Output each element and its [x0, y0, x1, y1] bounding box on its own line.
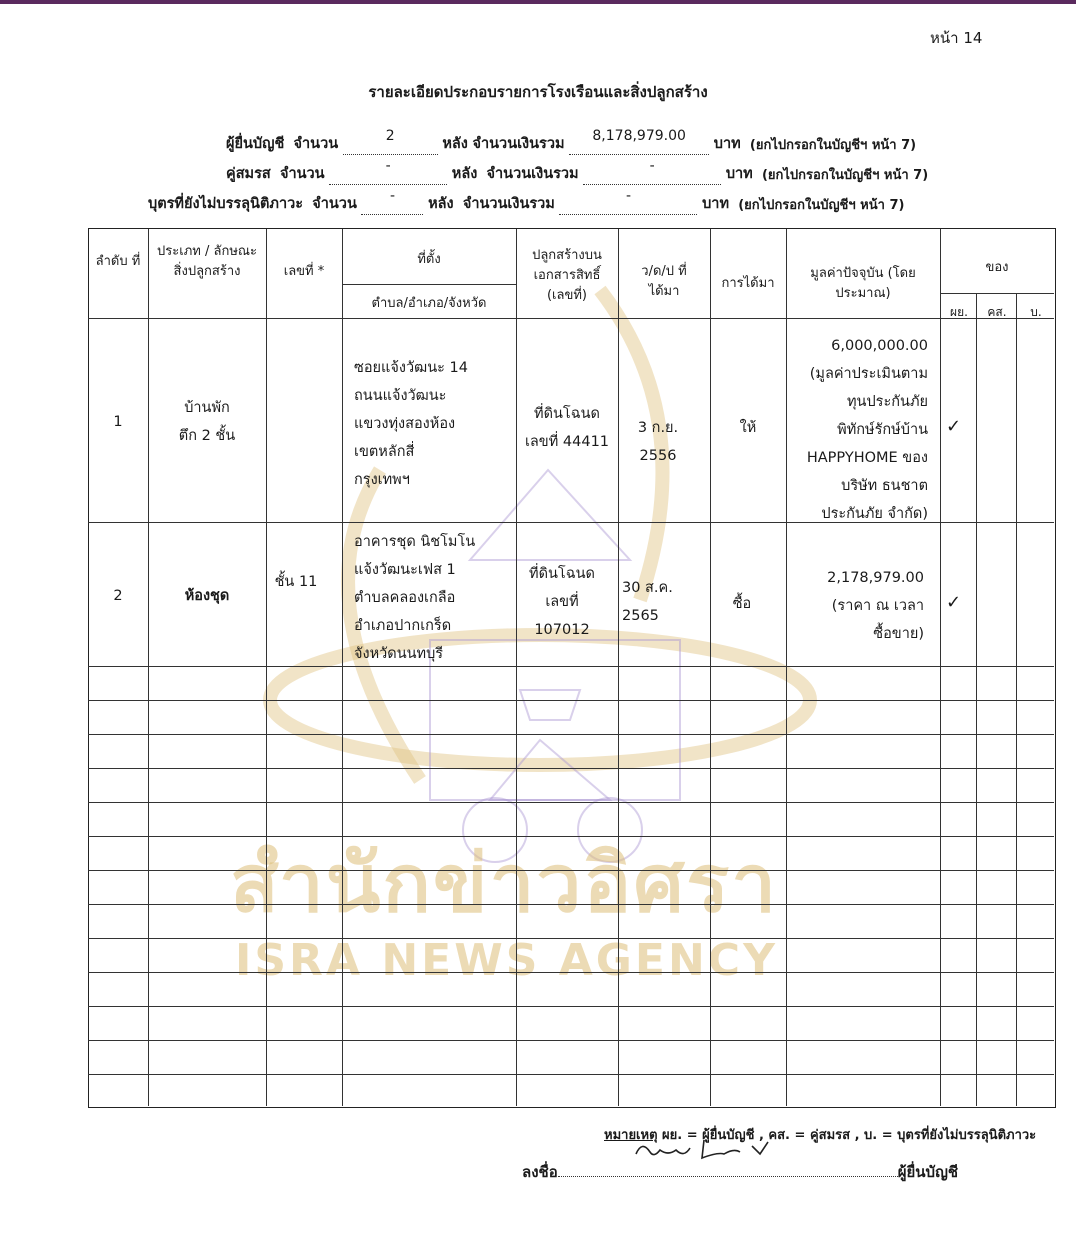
row2-seq: 2 — [113, 588, 123, 604]
signature-label: ลงชื่อ — [522, 1163, 558, 1181]
header-type: ประเภท / ลักษณะ สิ่งปลูกสร้าง — [157, 244, 257, 279]
signature-field — [558, 1162, 898, 1177]
watermark-english: ISRA NEWS AGENCY — [235, 935, 778, 986]
summary-row-spouse — [226, 158, 929, 186]
document-title: รายละเอียดประกอบรายการโรงเรือนและสิ่งปลูกสร้าง — [368, 83, 708, 101]
header-deed: ปลูกสร้างบน เอกสารสิทธิ์ (เลขที่) — [532, 248, 602, 303]
summary-count-label: จำนวน — [293, 136, 339, 152]
top-border — [0, 0, 1076, 4]
summary-count-field: - — [329, 166, 447, 185]
row1-type: บ้านพัก ตึก 2 ชั้น — [178, 400, 236, 444]
summary-label: คู่สมรส — [226, 166, 271, 182]
summary-amount-label: จำนวนเงินรวม — [462, 196, 555, 212]
row1-seq: 1 — [113, 414, 123, 430]
summary-amount-label: จำนวนเงินรวม — [472, 136, 565, 152]
row1-date: 3 ก.ย. 2556 — [637, 420, 679, 464]
summary-unit: หลัง — [428, 196, 454, 212]
summary-note: (ยกไปกรอกในบัญชีฯ หน้า 7) — [761, 168, 929, 183]
header-owner-spouse: คส. — [987, 305, 1007, 319]
row2-date: 30 ส.ค. 2565 — [622, 580, 673, 624]
header-owner: ของ — [985, 260, 1009, 275]
header-acquired: การได้มา — [721, 276, 775, 291]
summary-count-field: - — [361, 196, 423, 215]
watermark-thai: สำนักข่าวอิศรา — [230, 837, 779, 930]
row1-acquired: ให้ — [739, 420, 757, 436]
summary-amount-label: จำนวนเงินรวม — [486, 166, 579, 182]
summary-currency: บาท — [702, 196, 729, 212]
row2-location: อาคารชุด นิชโมโน แจ้งวัฒนะเฟส 1 ตำบลคลองเกลือ อำเภอปากเกร็ด จังหวัดนนทบุรี — [354, 534, 476, 662]
summary-note: (ยกไปกรอกในบัญชีฯ หน้า 7) — [749, 138, 917, 153]
remark-title: หมายเหตุ — [604, 1128, 658, 1143]
row2-owner-check: ✓ — [946, 592, 962, 613]
summary-currency: บาท — [713, 136, 741, 152]
summary-amount-field: - — [559, 196, 697, 215]
remark-text: ผย. = ผู้ยื่นบัญชี , คส. = คู่สมรส , บ. = บุตรที่ยังไม่บรรลุนิติภาวะ — [662, 1128, 1037, 1143]
header-seq: ลำดับ ที่ — [95, 254, 141, 269]
summary-note: (ยกไปกรอกในบัญชีฯ หน้า 7) — [738, 198, 905, 213]
summary-label: ผู้ยื่นบัญชี — [226, 136, 285, 152]
header-location: ที่ตั้ง — [417, 252, 441, 267]
header-number: เลขที่ * — [283, 264, 325, 279]
summary-count-label: จำนวน — [279, 166, 325, 182]
row2-value: 2,178,979.00 (ราคา ณ เวลา ซื้อขาย) — [827, 570, 924, 642]
row1-value: 6,000,000.00 (มูลค่าประเมินตาม ทุนประกันภัย พิทักษ์รักษ์บ้าน HAPPYHOME ของ บริษัท ธนชาต ประกันภัย จำกัด) — [806, 338, 928, 522]
summary-count-label: จำนวน — [312, 196, 357, 212]
signature-role: ผู้ยื่นบัญชี — [897, 1163, 959, 1181]
summary-row-children — [148, 188, 905, 216]
handwritten-signature-icon — [628, 1132, 798, 1166]
row2-number: ชั้น 11 — [274, 574, 318, 590]
summary-label: บุตรที่ยังไม่บรรลุนิติภาวะ — [148, 196, 304, 212]
header-date: ว/ด/ป ที่ได้มา — [641, 264, 687, 299]
row1-location: ซอยแจ้งวัฒนะ 14 ถนนแจ้งวัฒนะ แขวงทุ่งสองห้อง เขตหลักสี่ กรุงเทพฯ — [354, 360, 468, 488]
header-owner-filer: ผย. — [950, 305, 968, 319]
summary-row-filer — [226, 128, 917, 156]
header-value: มูลค่าปัจจุบัน (โดยประมาณ) — [810, 266, 916, 301]
row1-deed: ที่ดินโฉนด เลขที่ 44411 — [524, 406, 610, 450]
header-owner-child: บ. — [1030, 305, 1042, 319]
row2-acquired: ซื้อ — [732, 596, 752, 612]
page-number: หน้า 14 — [930, 29, 983, 47]
row1-owner-check: ✓ — [946, 416, 962, 437]
summary-unit: หลัง — [451, 166, 478, 182]
summary-count-field: 2 — [343, 136, 438, 155]
row2-deed: ที่ดินโฉนด เลขที่ 107012 — [529, 566, 595, 638]
row2-type: ห้องชุด — [184, 588, 230, 604]
header-location-sub: ตำบล/อำเภอ/จังหวัด — [371, 296, 487, 311]
signature-line — [522, 1160, 958, 1184]
summary-currency: บาท — [725, 166, 753, 182]
summary-unit: หลัง — [442, 136, 468, 152]
summary-amount-field: - — [583, 166, 721, 185]
summary-amount-field: 8,178,979.00 — [569, 136, 709, 155]
